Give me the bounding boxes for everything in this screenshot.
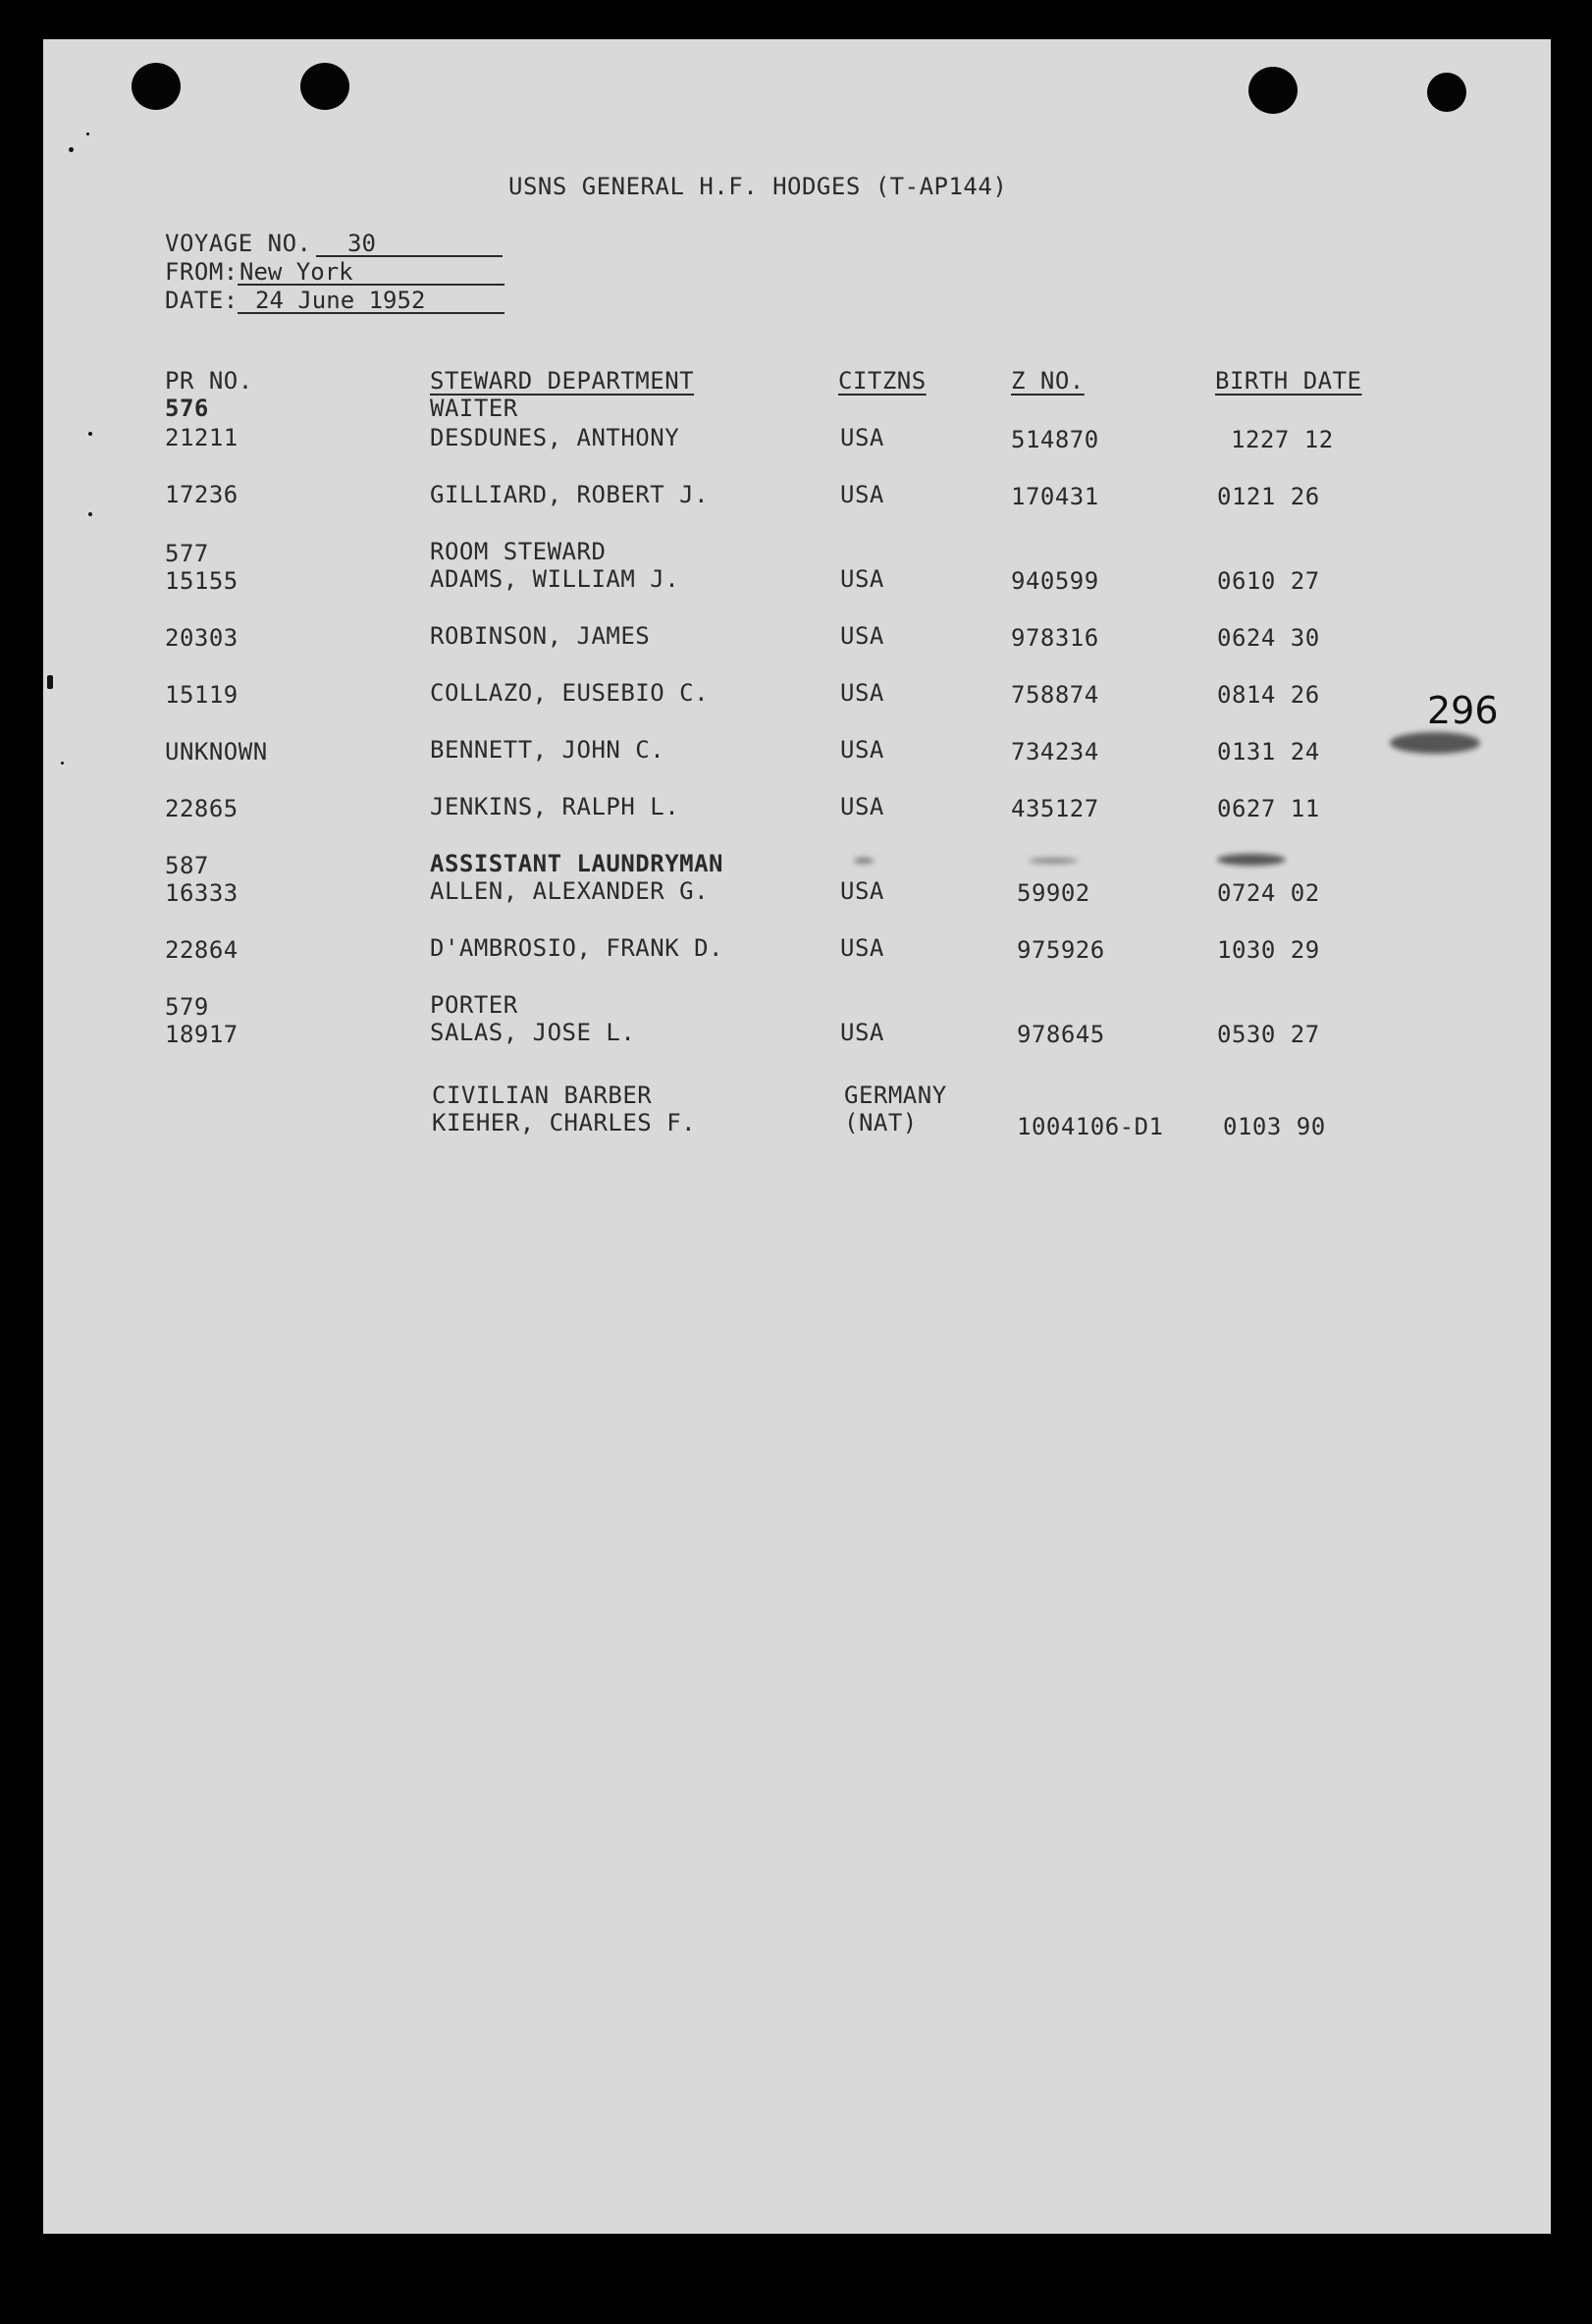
birth-date: 0121 26 <box>1217 483 1320 510</box>
header-citizenship: CITZNS <box>838 367 927 395</box>
z-number: 940599 <box>1011 567 1099 595</box>
z-number: 170431 <box>1011 483 1099 510</box>
punch-hole <box>1248 67 1298 114</box>
position-title: PORTER <box>430 991 518 1019</box>
birth-date: 0103 90 <box>1223 1113 1326 1140</box>
citizenship: USA <box>840 736 884 764</box>
voyage-field <box>316 230 503 257</box>
position-title: WAITER <box>430 395 518 422</box>
punch-hole <box>132 63 181 110</box>
crew-name: GILLIARD, ROBERT J. <box>430 481 710 508</box>
z-number: 1004106-D1 <box>1017 1113 1164 1140</box>
citizenship: USA <box>840 1019 884 1046</box>
pr-number: UNKNOWN <box>165 738 268 766</box>
z-number: 59902 <box>1017 879 1090 907</box>
document-page <box>43 39 1551 2234</box>
speck <box>88 432 92 436</box>
position-title: ASSISTANT LAUNDRYMAN <box>430 850 723 877</box>
citizenship: USA <box>840 793 884 820</box>
crew-name: BENNETT, JOHN C. <box>430 736 665 764</box>
pr-number: 22865 <box>165 795 239 822</box>
header-pr-no: PR NO. <box>165 367 253 395</box>
citizenship-note: (NAT) <box>844 1109 918 1136</box>
ink-smudge <box>854 858 874 864</box>
crew-name: D'AMBROSIO, FRANK D. <box>430 934 723 962</box>
birth-date: 0627 11 <box>1217 795 1320 822</box>
birth-date: 0724 02 <box>1217 879 1320 907</box>
pr-number: 21211 <box>165 424 239 451</box>
header-z-no: Z NO. <box>1011 367 1085 395</box>
header-department: STEWARD DEPARTMENT <box>430 367 695 395</box>
header-birth-date: BIRTH DATE <box>1215 367 1362 395</box>
pr-number: 20303 <box>165 624 239 652</box>
crew-name: ADAMS, WILLIAM J. <box>430 565 680 593</box>
crew-name: ALLEN, ALEXANDER G. <box>430 877 710 905</box>
punch-hole <box>1427 73 1466 112</box>
crew-name: KIEHER, CHARLES F. <box>432 1109 697 1136</box>
citizenship: GERMANY <box>844 1082 947 1109</box>
from-value: New York <box>239 258 353 286</box>
speck <box>61 762 64 765</box>
voyage-value: 30 <box>347 230 376 257</box>
ink-smudge <box>1217 854 1286 866</box>
crew-name: DESDUNES, ANTHONY <box>430 424 680 451</box>
birth-date: 0814 26 <box>1217 681 1320 709</box>
z-number: 975926 <box>1017 936 1105 964</box>
page-number-stamp: 296 <box>1427 689 1499 732</box>
voyage-label: VOYAGE NO. <box>165 230 312 257</box>
z-number: 978316 <box>1011 624 1099 652</box>
crew-name: JENKINS, RALPH L. <box>430 793 680 820</box>
pr-number: 15155 <box>165 567 239 595</box>
citizenship: USA <box>840 877 884 905</box>
crew-name: COLLAZO, EUSEBIO C. <box>430 679 710 707</box>
citizenship: USA <box>840 481 884 508</box>
z-number: 978645 <box>1017 1021 1105 1048</box>
speck <box>86 132 89 135</box>
citizenship: USA <box>840 622 884 650</box>
birth-date: 1227 12 <box>1231 426 1334 453</box>
ink-smudge <box>1390 732 1480 754</box>
position-code: 577 <box>165 540 209 567</box>
ship-title: USNS GENERAL H.F. HODGES (T-AP144) <box>508 173 1008 200</box>
z-number: 435127 <box>1011 795 1099 822</box>
birth-date: 0624 30 <box>1217 624 1320 652</box>
position-title: ROOM STEWARD <box>430 538 607 565</box>
from-label: FROM: <box>165 258 239 286</box>
birth-date: 0530 27 <box>1217 1021 1320 1048</box>
crew-name: ROBINSON, JAMES <box>430 622 651 650</box>
z-number: 514870 <box>1011 426 1099 453</box>
pr-number: 22864 <box>165 936 239 964</box>
speck <box>47 675 53 689</box>
citizenship: USA <box>840 679 884 707</box>
birth-date: 0131 24 <box>1217 738 1320 766</box>
speck <box>88 512 92 516</box>
ink-smudge <box>1029 858 1078 864</box>
z-number: 758874 <box>1011 681 1099 709</box>
position-code: 579 <box>165 993 209 1021</box>
pr-number: 15119 <box>165 681 239 709</box>
z-number: 734234 <box>1011 738 1099 766</box>
punch-hole <box>300 63 349 110</box>
date-field <box>238 287 504 314</box>
date-label: DATE: <box>165 287 239 314</box>
pr-number: 18917 <box>165 1021 239 1048</box>
position-code: 587 <box>165 852 209 879</box>
birth-date: 0610 27 <box>1217 567 1320 595</box>
citizenship: USA <box>840 565 884 593</box>
position-code: 576 <box>165 395 209 422</box>
speck <box>69 147 74 152</box>
from-field <box>238 258 504 286</box>
crew-name: SALAS, JOSE L. <box>430 1019 636 1046</box>
date-value: 24 June 1952 <box>255 287 426 314</box>
pr-number: 17236 <box>165 481 239 508</box>
citizenship: USA <box>840 424 884 451</box>
position-title: CIVILIAN BARBER <box>432 1082 653 1109</box>
pr-number: 16333 <box>165 879 239 907</box>
citizenship: USA <box>840 934 884 962</box>
birth-date: 1030 29 <box>1217 936 1320 964</box>
